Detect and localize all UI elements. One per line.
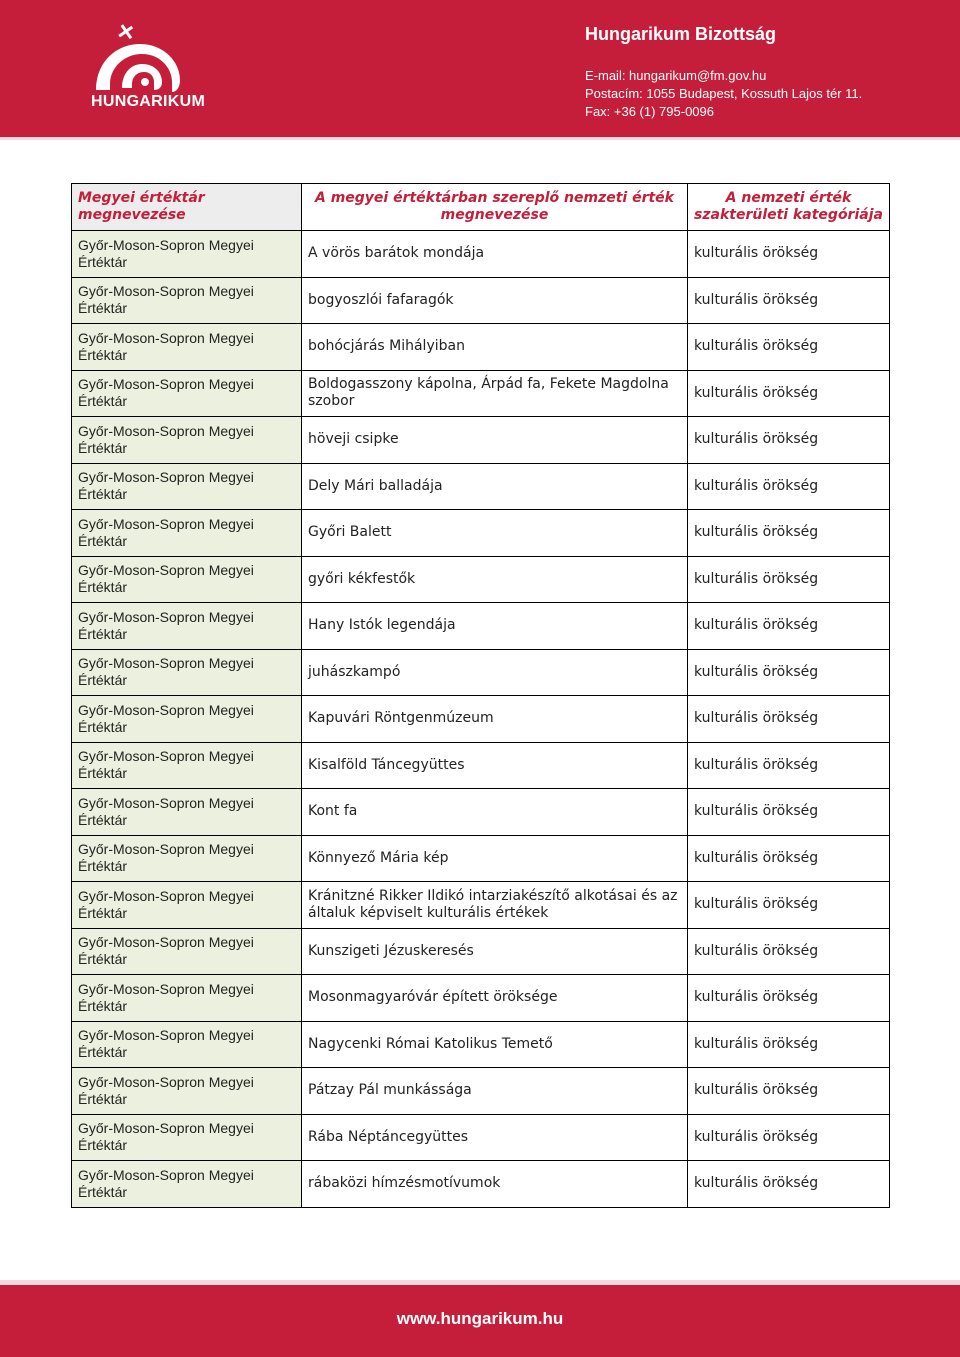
cell-county: Győr-Moson-Sopron Megyei Értéktár: [72, 417, 302, 464]
table-row: [72, 463, 890, 510]
table-row: [72, 370, 890, 417]
cell-value: bohócjárás Mihályiban: [302, 324, 688, 371]
table-row: [72, 231, 890, 278]
cell-category: kulturális örökség: [688, 510, 890, 557]
cell-county: Győr-Moson-Sopron Megyei Értéktár: [72, 231, 302, 278]
cell-value: Pátzay Pál munkássága: [302, 1068, 688, 1115]
cell-county: Győr-Moson-Sopron Megyei Értéktár: [72, 370, 302, 417]
cell-value: győri kékfestők: [302, 556, 688, 603]
cell-county: Győr-Moson-Sopron Megyei Értéktár: [72, 324, 302, 371]
logo-text: HUNGARIKUM: [91, 93, 206, 110]
table-row: [72, 277, 890, 324]
cell-value: Győri Balett: [302, 510, 688, 557]
cell-value: Kunszigeti Jézuskeresés: [302, 928, 688, 975]
cell-value: rábaközi hímzésmotívumok: [302, 1161, 688, 1208]
cell-value: Nagycenki Római Katolikus Temető: [302, 1021, 688, 1068]
table-row: [72, 975, 890, 1022]
cell-category: kulturális örökség: [688, 1068, 890, 1115]
cell-county: Győr-Moson-Sopron Megyei Értéktár: [72, 510, 302, 557]
cell-category: kulturális örökség: [688, 1161, 890, 1208]
cell-value: Boldogasszony kápolna, Árpád fa, Fekete Magdolna szobor: [302, 370, 688, 417]
cell-category: kulturális örökség: [688, 649, 890, 696]
column-header-county: Megyei értéktár megnevezése: [72, 184, 302, 231]
cell-county: Győr-Moson-Sopron Megyei Értéktár: [72, 1161, 302, 1208]
cell-category: kulturális örökség: [688, 417, 890, 464]
values-table: [71, 183, 890, 1208]
cell-category: kulturális örökség: [688, 324, 890, 371]
cell-category: kulturális örökség: [688, 975, 890, 1022]
cell-value: bogyoszlói fafaragók: [302, 277, 688, 324]
cell-value: Rába Néptáncegyüttes: [302, 1114, 688, 1161]
table-row: [72, 882, 890, 929]
cell-category: kulturális örökség: [688, 556, 890, 603]
table-row: [72, 510, 890, 557]
cell-county: Győr-Moson-Sopron Megyei Értéktár: [72, 789, 302, 836]
cell-category: kulturális örökség: [688, 277, 890, 324]
table-row: [72, 1114, 890, 1161]
cell-county: Győr-Moson-Sopron Megyei Értéktár: [72, 556, 302, 603]
cell-county: Győr-Moson-Sopron Megyei Értéktár: [72, 649, 302, 696]
cell-value: Kapuvári Röntgenmúzeum: [302, 696, 688, 743]
cell-county: Győr-Moson-Sopron Megyei Értéktár: [72, 742, 302, 789]
cell-value: A vörös barátok mondája: [302, 231, 688, 278]
table-body: [72, 231, 890, 1208]
cell-county: Győr-Moson-Sopron Megyei Értéktár: [72, 1114, 302, 1161]
cell-category: kulturális örökség: [688, 882, 890, 929]
cell-county: Győr-Moson-Sopron Megyei Értéktár: [72, 696, 302, 743]
cell-category: kulturális örökség: [688, 928, 890, 975]
table-header-row: [72, 184, 890, 231]
cell-value: Kránitzné Rikker Ildikó intarziakészítő alkotásai és az általuk képviselt kulturális értékek: [302, 882, 688, 929]
org-title: Hungarikum Bizottság: [585, 24, 777, 44]
cell-value: juhászkampó: [302, 649, 688, 696]
table-row: [72, 696, 890, 743]
cell-category: kulturális örökség: [688, 370, 890, 417]
cell-county: Győr-Moson-Sopron Megyei Értéktár: [72, 1021, 302, 1068]
column-header-value: A megyei értéktárban szereplő nemzeti érték megnevezése: [302, 184, 688, 231]
cell-county: Győr-Moson-Sopron Megyei Értéktár: [72, 463, 302, 510]
contact-fax: Fax: +36 (1) 795-0096: [585, 104, 714, 119]
cell-county: Győr-Moson-Sopron Megyei Értéktár: [72, 882, 302, 929]
page-footer: [0, 1285, 960, 1357]
table-row: [72, 789, 890, 836]
table-row: [72, 928, 890, 975]
table-row: [72, 1161, 890, 1208]
cell-value: Kisalföld Táncegyüttes: [302, 742, 688, 789]
contact-email[interactable]: E-mail: hungarikum@fm.gov.hu: [585, 68, 767, 83]
cell-category: kulturális örökség: [688, 463, 890, 510]
cell-county: Győr-Moson-Sopron Megyei Értéktár: [72, 1068, 302, 1115]
cell-county: Győr-Moson-Sopron Megyei Értéktár: [72, 835, 302, 882]
table-row: [72, 1021, 890, 1068]
cell-category: kulturális örökség: [688, 1114, 890, 1161]
table-row: [72, 603, 890, 650]
cell-value: höveji csipke: [302, 417, 688, 464]
cell-value: Könnyező Mária kép: [302, 835, 688, 882]
contact-info: [585, 67, 862, 121]
column-header-category: A nemzeti érték szakterületi kategóriája: [688, 184, 890, 231]
cell-category: kulturális örökség: [688, 742, 890, 789]
cell-value: Hany Istók legendája: [302, 603, 688, 650]
cell-county: Győr-Moson-Sopron Megyei Értéktár: [72, 603, 302, 650]
cell-category: kulturális örökség: [688, 835, 890, 882]
page-header: [0, 0, 960, 137]
table-row: [72, 324, 890, 371]
cell-county: Győr-Moson-Sopron Megyei Értéktár: [72, 975, 302, 1022]
table-row: [72, 556, 890, 603]
cell-category: kulturális örökség: [688, 231, 890, 278]
cell-category: kulturális örökség: [688, 1021, 890, 1068]
table-row: [72, 835, 890, 882]
cell-value: Dely Mári balladája: [302, 463, 688, 510]
contact-address: Postacím: 1055 Budapest, Kossuth Lajos tér 11.: [585, 86, 863, 101]
cell-category: kulturális örökség: [688, 603, 890, 650]
table-row: [72, 417, 890, 464]
table-row: [72, 649, 890, 696]
cell-value: Mosonmagyaróvár épített öröksége: [302, 975, 688, 1022]
cell-value: Kont fa: [302, 789, 688, 836]
table-row: [72, 742, 890, 789]
cell-county: Győr-Moson-Sopron Megyei Értéktár: [72, 277, 302, 324]
cell-category: kulturális örökség: [688, 789, 890, 836]
footer-url-link[interactable]: www.hungarikum.hu: [396, 1309, 564, 1328]
table-row: [72, 1068, 890, 1115]
cell-county: Győr-Moson-Sopron Megyei Értéktár: [72, 928, 302, 975]
header-divider: [0, 137, 960, 140]
cell-category: kulturális örökség: [688, 696, 890, 743]
